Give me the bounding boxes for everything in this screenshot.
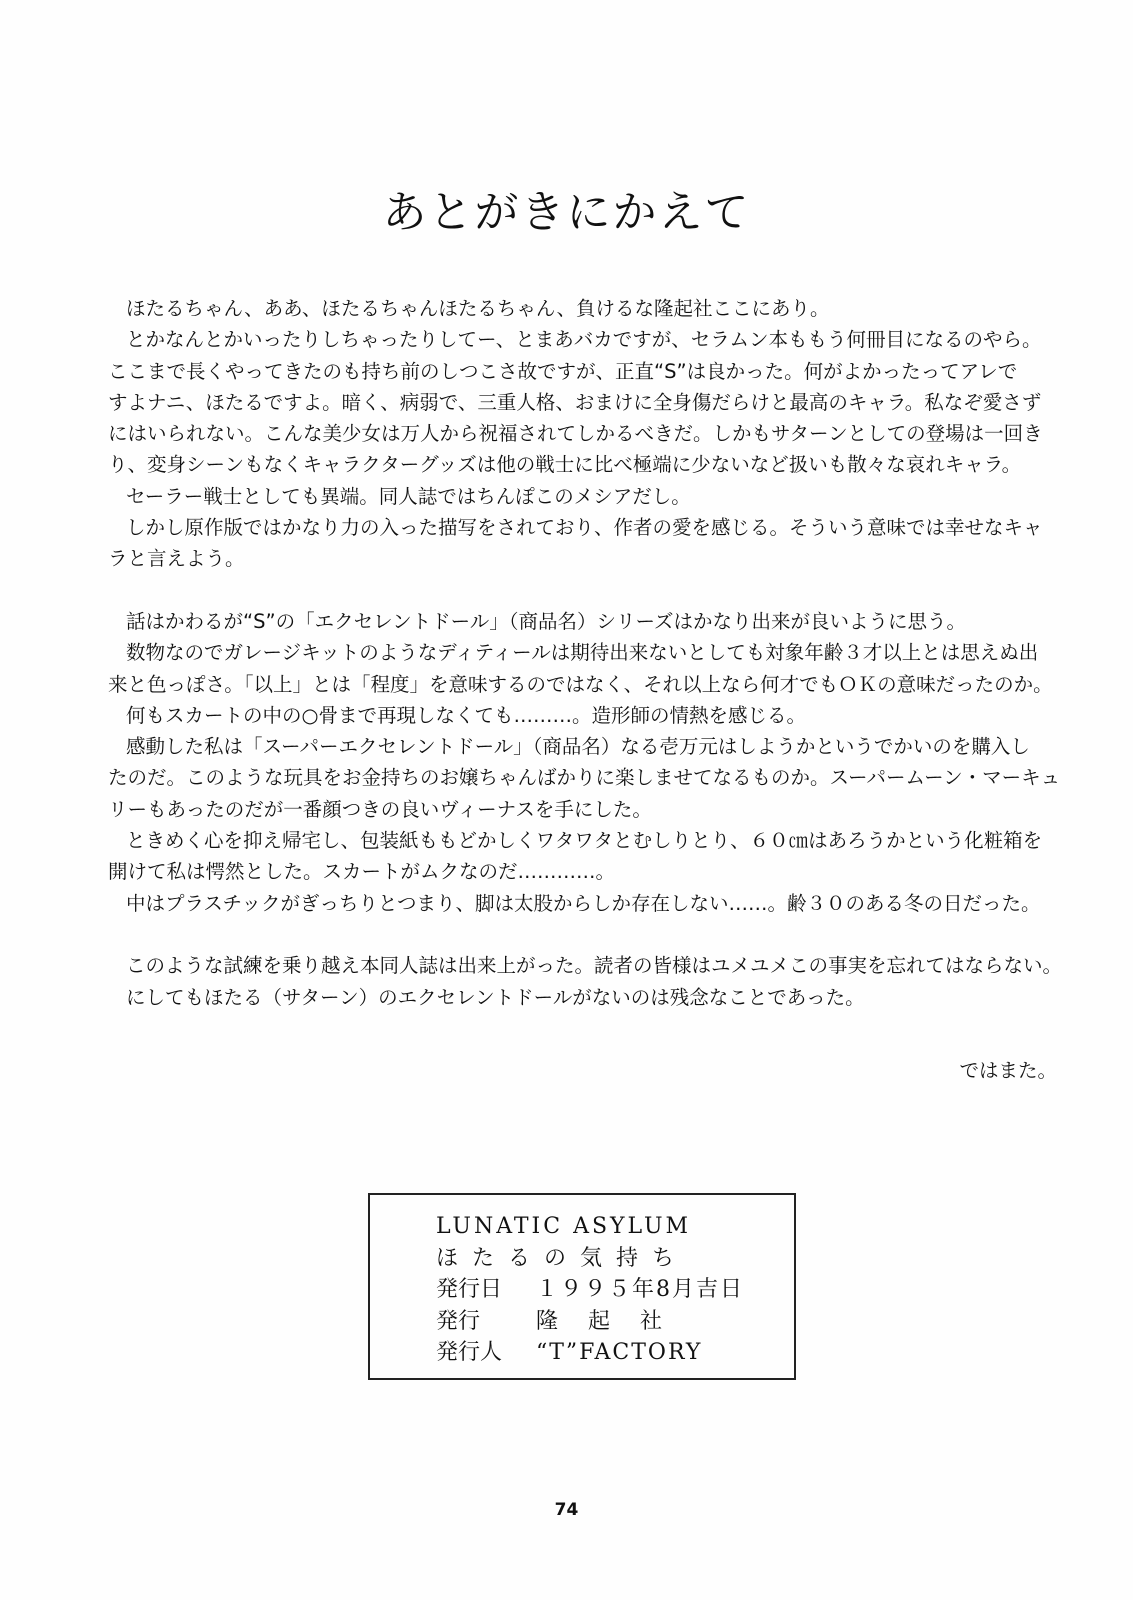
text-line: すよナニ、ほたるですよ。暗く、病弱で、三重人格、おまけに全身傷だらけと最高のキャラ。私なぞ愛さず <box>108 390 1042 414</box>
text-line: ここまで長くやってきたのも持ち前のしつこさ故ですが、正直“S”は良かった。何がよかったってアレで <box>108 359 1018 383</box>
text-line: 来と色っぽさ。「以上」とは「程度」を意味するのではなく、それ以上なら何才でもＯＫの意味だったのか。 <box>108 672 1053 696</box>
text-line: にはいられない。こんな美少女は万人から祝福されてしかるべきだ。しかもサターンとしての登場は一回き <box>108 422 1043 446</box>
colophon-issuer-label: 発行人 <box>436 1340 503 1365</box>
colophon-date-row <box>436 1274 794 1306</box>
text-line: セーラー戦士としても異端。同人誌ではちんぽこのメシアだし。 <box>126 484 691 508</box>
colophon-circle-name: LUNATIC ASYLUM <box>436 1214 692 1239</box>
text-line: 話はかわるが“S”の「エクセレントドール」（商品名）シリーズはかなり出来が良いように思う。 <box>126 609 966 633</box>
text-line: 中はプラスチックがぎっちりとつまり、脚は太股からしか存在しない……。齢３０のある冬の日だった。 <box>126 891 1041 915</box>
text-line: 開けて私は愕然とした。スカートがムクなのだ…………。 <box>108 860 616 884</box>
colophon-box <box>368 1193 796 1380</box>
text-line: このような試練を乗り越え本同人誌は出来上がった。読者の皆様はユメユメこの事実を忘れてはならない。 <box>126 954 1063 978</box>
text-line: しかし原作版ではかなり力の入った描写をされており、作者の愛を感じる。そういう意味では幸せなキャ <box>126 516 1043 540</box>
signoff: ではまた。 <box>959 1059 1057 1082</box>
text-line: リーもあったのだが一番顔つきの良いヴィーナスを手にした。 <box>108 797 652 821</box>
afterword-text <box>108 293 1063 1013</box>
colophon-publisher-row <box>436 1306 794 1338</box>
colophon-date-label: 発行日 <box>436 1277 503 1302</box>
paragraph-gap <box>108 919 1058 950</box>
colophon-book-title: ほたるの気持ち <box>436 1245 689 1271</box>
text-line: 何もスカートの中の○骨まで再現しなくても………。造形師の情熱を感じる。 <box>126 703 807 727</box>
colophon-issuer-value: “T”FACTORY <box>536 1340 703 1365</box>
paragraph-gap <box>108 575 1058 606</box>
text-line: にしてもほたる（サターン）のエクセレントドールがないのは残念なことであった。 <box>126 985 865 1009</box>
text-line: たのだ。このような玩具をお金持ちのお嬢ちゃんばかりに楽しませてなるものか。スーパームーン・マーキュ <box>108 766 1061 790</box>
text-line: ときめく心を抑え帰宅し、包装紙ももどかしくワタワタとむしりとり、６０㎝はあろうかという化粧箱を <box>126 829 1043 853</box>
colophon-publisher-value: 隆起社 <box>536 1308 693 1334</box>
colophon-issuer-row <box>436 1337 794 1369</box>
colophon-date-value: １９９５年8月吉日 <box>536 1277 744 1302</box>
text-line: り、変身シーンもなくキャラクターグッズは他の戦士に比べ極端に少ないなど扱いも散々な哀れキャラ。 <box>108 453 1022 477</box>
text-line: ほたるちゃん、ああ、ほたるちゃんほたるちゃん、負けるな隆起社ここにあり。 <box>126 297 830 320</box>
text-line: 数物なのでガレージキットのようなディティールは期待出来ないとしても対象年齢３才以上とは思えぬ出 <box>126 641 1039 665</box>
page-title: あとがきにかえて <box>382 187 751 238</box>
text-line: とかなんとかいったりしちゃったりしてー、とまあバカですが、セラムン本ももう何冊目になるのやら。 <box>126 328 1042 352</box>
text-line: 感動した私は「スーパーエクセレントドール」（商品名）なる壱万元はしようかというでかいのを購入し <box>126 735 1030 759</box>
page-number: 74 <box>554 1500 579 1520</box>
colophon-publisher-label: 発行 <box>436 1308 481 1334</box>
text-line: ラと言えよう。 <box>108 547 245 571</box>
